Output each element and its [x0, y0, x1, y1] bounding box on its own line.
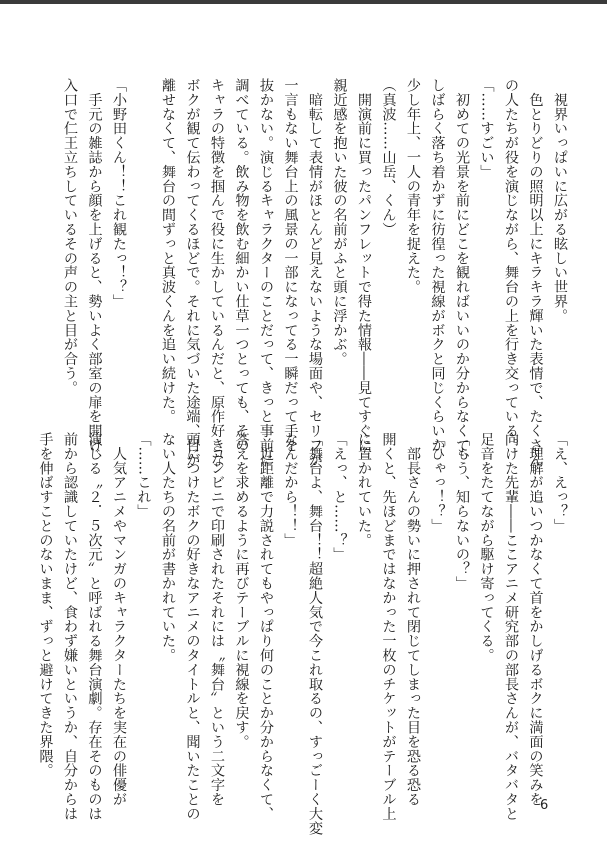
text-line: 入口で仁王立ちしているその声の主と目が合う。	[62, 78, 78, 395]
text-line: 親近感を抱いた彼の名前がふと頭に浮かぶ。	[331, 78, 348, 366]
text-line: 答えを求めるように再びテーブルに視線を戻す。	[233, 432, 250, 749]
lower-text-block	[37, 432, 572, 836]
text-line: 視界いっぱいに広がる眩しい世界。	[552, 78, 568, 323]
text-line: 頭につけたボクの好きなアニメのタイトルと、聞いたことの	[184, 432, 201, 821]
text-line: 人気アニメやマンガのキャラクターたちを実在の俳優が	[111, 432, 127, 807]
text-line: 少し年上、一人の青年を捉えた。	[405, 78, 421, 294]
text-line: 向けた先輩――ここアニメ研究部の部長さんが、バタバタと	[503, 432, 519, 821]
text-line: ボクが観て伝わってくるほどで。それに気づいた途端、目が	[184, 78, 201, 467]
text-line: 前から認識していたけど、食わず嫌いというか、自分からは	[62, 432, 78, 821]
text-line: 手元の雑誌から顔を上げると、勢いよく部室の扉を開け、	[86, 78, 103, 467]
text-line: 「え、えっ？」	[552, 432, 568, 533]
text-line: しばらく落ち着かずに彷徨った視線がボクと同じくらいか	[429, 78, 446, 453]
text-line: 抜かない。演じるキャラクターのことだって、きっと事前に	[258, 78, 274, 467]
blank-line	[131, 78, 156, 408]
text-line: の人たちが役を演じながら、舞台の上を行き交っている。	[503, 78, 519, 453]
text-line: 開演前に買ったパンフレットで得た情報――見てすぐに	[356, 78, 372, 453]
text-line: なんだから！！」	[282, 432, 299, 548]
text-line: 初めての光景を前にどこを観ればいいのか分からなくて、	[454, 78, 470, 467]
text-line: 足音をたてながら駆け寄ってくる。	[478, 432, 495, 663]
text-line: 演じる〝２．５次元〟と呼ばれる舞台演劇。存在そのものは	[86, 432, 103, 821]
text-line: 暗転して表情がほとんど見えないような場面や、セリフが	[307, 78, 323, 467]
text-line: に置かれていた。	[356, 432, 372, 548]
text-line: （真波……山岳、くん）	[380, 78, 397, 237]
upper-text-block	[42, 78, 572, 467]
text-line: 「舞台よ、舞台！！超絶人気で今これ取るの、すっごーく大変	[307, 432, 323, 836]
text-line: 「もう、知らないの？」	[454, 432, 470, 591]
text-line: 近距離で力説されてもやっぱり何のことか分からなくて、	[258, 432, 274, 821]
text-line: 部長さんの勢いに押されて閉じてしまった目を恐る恐る	[405, 432, 421, 807]
text-line: ない人たちの名前が書かれていた。	[160, 432, 176, 663]
text-line: 「えっ、と……？」	[331, 432, 348, 562]
text-line: コンビニで印刷されたそれには〝舞台〟という二文字を	[209, 432, 225, 807]
text-line: 理解が追いつかなくて首をかしげるボクに満面の笑みを	[527, 432, 544, 807]
text-line: 一言もない舞台上の風景の一部になってる一瞬だって手を	[282, 78, 299, 453]
text-line: キャラの特徴を掴んで役に生かしているんだと、原作好きな	[209, 78, 225, 467]
text-line: 離せなくて、舞台の間ずっと真波くんを追い続けた。	[160, 78, 176, 424]
text-line: 開くと、先ほどまではなかった一枚のチケットがテーブル上	[380, 432, 397, 821]
text-line: 「……すごい」	[478, 78, 495, 179]
text-line: 色とりどりの照明以上にキラキラ輝いた表情で、たくさん	[527, 78, 544, 467]
text-line: 調べている。飲み物を飲む細かい仕草一つとっても、その	[233, 78, 250, 453]
text-line: 「……これ」	[135, 432, 152, 519]
text-line: 手を伸ばすことのないまま、ずっと避けてきた界隈。	[37, 432, 54, 778]
text-line: 「ひゃっ！？」	[429, 432, 446, 533]
page-number: 6	[540, 798, 549, 813]
text-line: 「小野田くん！！これ観たっ！？」	[111, 78, 127, 309]
